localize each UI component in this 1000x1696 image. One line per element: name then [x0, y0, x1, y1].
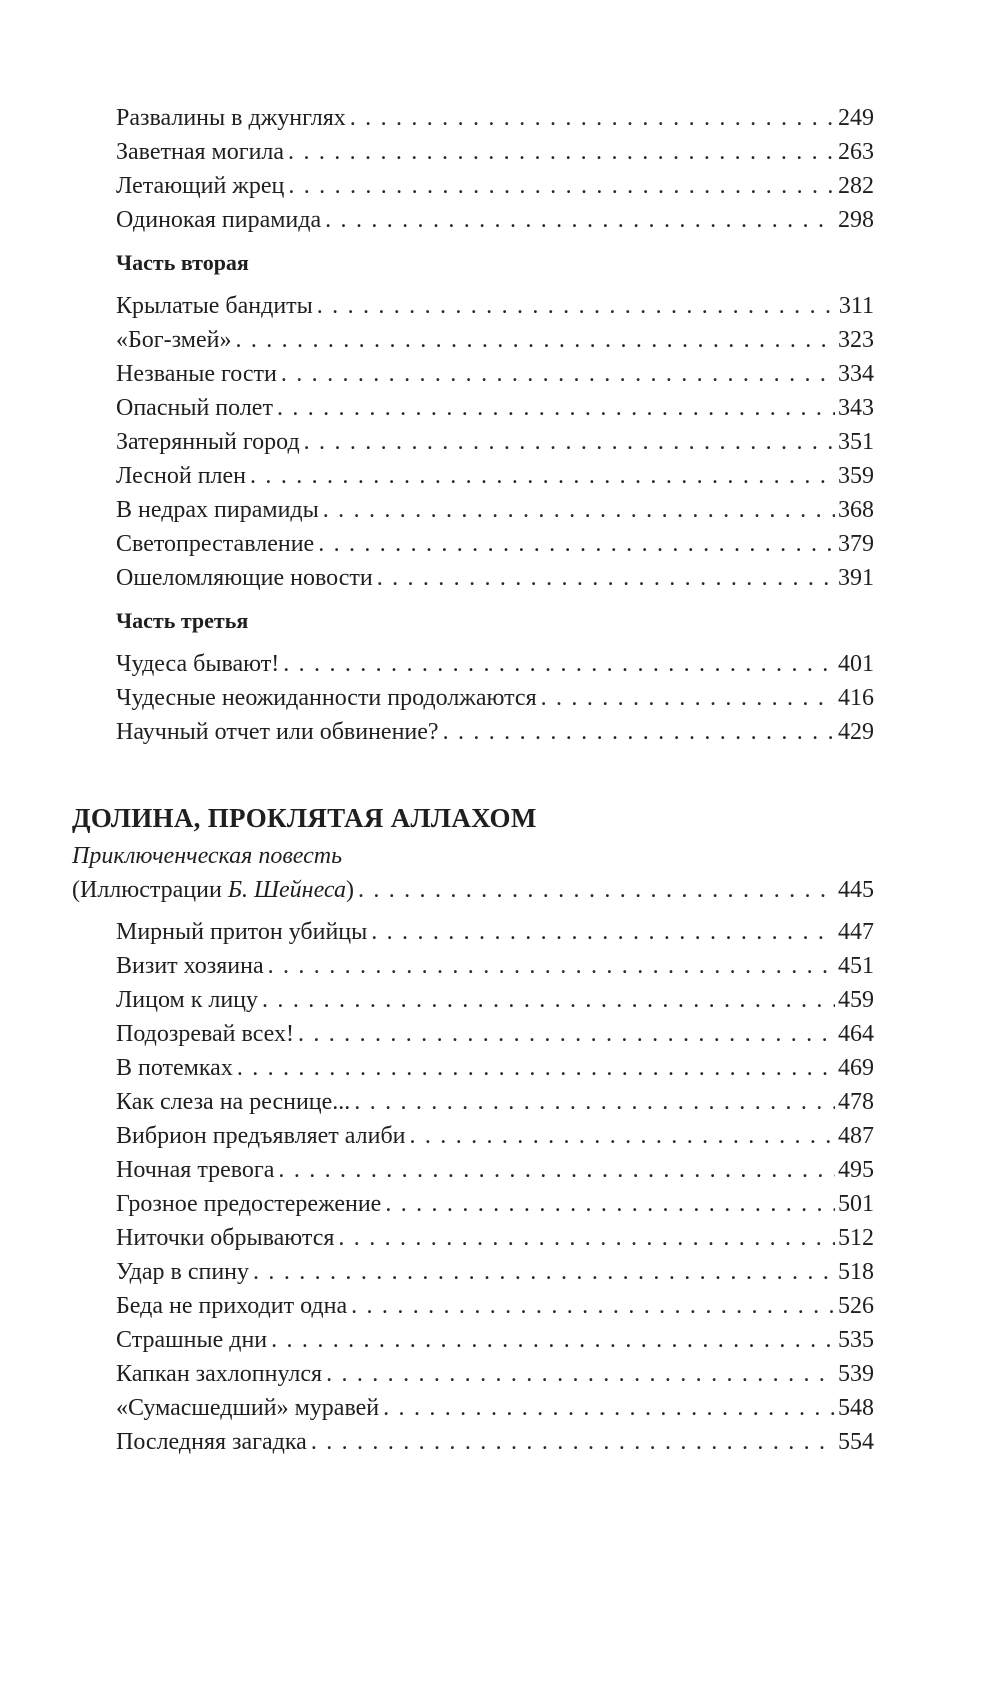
dot-leader: [311, 1424, 835, 1460]
page-number: 554: [838, 1429, 874, 1455]
toc-entry: [116, 202, 874, 238]
dot-leader: [326, 1356, 835, 1392]
dot-leader: [288, 134, 835, 170]
page-number: 539: [838, 1361, 874, 1387]
chapter-title: Затерянный город: [116, 429, 300, 455]
dot-leader: [278, 1152, 835, 1188]
page-number: 487: [838, 1123, 874, 1149]
toc-entry: [116, 356, 874, 392]
chapter-title: Страшные дни: [116, 1327, 268, 1353]
page-number: 311: [838, 293, 874, 319]
chapter-title: Ошеломляющие новости: [116, 565, 373, 591]
toc-entry: [116, 168, 874, 204]
dot-leader: [304, 424, 835, 460]
toc-entry: [116, 288, 874, 324]
dot-leader: [298, 1016, 835, 1052]
dot-leader: [358, 872, 835, 908]
page-number: 478: [838, 1089, 874, 1115]
chapter-title: Чудеса бывают!: [116, 651, 280, 677]
part-heading: Часть третья: [116, 608, 249, 633]
toc-entry: [116, 982, 874, 1018]
toc-entry: [116, 1390, 874, 1426]
illustrator-name: Б. Шейнеса: [227, 877, 346, 903]
page-number: 501: [838, 1191, 874, 1217]
chapter-title: Грозное предостережение: [116, 1191, 382, 1217]
dot-leader: [354, 1084, 835, 1120]
illustrations-credit: [72, 872, 354, 908]
dot-leader: [385, 1186, 835, 1222]
dot-leader: [338, 1220, 835, 1256]
page-number: 459: [838, 987, 874, 1013]
toc-entry: [116, 526, 874, 562]
dot-leader: [277, 390, 835, 426]
page-number: 451: [838, 953, 874, 979]
page-number: 512: [838, 1225, 874, 1251]
dot-leader: [283, 646, 835, 682]
chapter-title: Одинокая пирамида: [116, 207, 322, 233]
dot-leader: [317, 288, 836, 324]
dot-leader: [262, 982, 835, 1018]
page-number: 535: [838, 1327, 874, 1353]
toc-entry: [116, 646, 874, 682]
toc-entry: [116, 134, 874, 170]
page-number: 495: [838, 1157, 874, 1183]
dot-leader: [325, 202, 835, 238]
dot-leader: [371, 914, 835, 950]
part-heading: Часть вторая: [116, 250, 249, 275]
toc-entry: [116, 458, 874, 494]
dot-leader: [318, 526, 835, 562]
toc-entry: [116, 1288, 874, 1324]
toc-entry: [116, 560, 874, 596]
page-number: 368: [838, 497, 874, 523]
dot-leader: [410, 1118, 836, 1154]
toc-entry: [116, 914, 874, 950]
dot-leader: [351, 1288, 835, 1324]
toc-entry: [116, 1118, 874, 1154]
illustrations-prefix: (Иллюстрации: [72, 877, 228, 903]
toc-entry: [116, 1050, 874, 1086]
page-number: 447: [838, 919, 874, 945]
dot-leader: [350, 100, 835, 136]
chapter-title: В потемках: [116, 1055, 233, 1081]
chapter-title: Как слеза на реснице...: [116, 1089, 351, 1115]
page-number: 249: [838, 105, 874, 131]
chapter-title: Вибрион предъявляет алиби: [116, 1123, 406, 1149]
toc-entry: [116, 492, 874, 528]
toc-entry: [116, 322, 874, 358]
page-number: 343: [838, 395, 874, 421]
page-number: 401: [838, 651, 874, 677]
page-number: 379: [838, 531, 874, 557]
chapter-title: «Бог-змей»: [116, 327, 232, 353]
dot-leader: [268, 948, 835, 984]
illustrations-suffix: ): [345, 877, 354, 903]
toc-entry: [116, 1084, 874, 1120]
chapter-title: Капкан захлопнулся: [116, 1361, 323, 1387]
chapter-title: «Сумасшедший» муравей: [116, 1395, 380, 1421]
dot-leader: [541, 680, 835, 716]
page-number: 429: [838, 719, 874, 745]
page-number: 298: [838, 207, 874, 233]
page-number: 526: [838, 1293, 874, 1319]
toc-entry: [116, 1152, 874, 1188]
chapter-title: Подозревай всех!: [116, 1021, 294, 1047]
work-subtitle: Приключенческая повесть: [72, 843, 342, 869]
page-number: 263: [838, 139, 874, 165]
dot-leader: [288, 168, 835, 204]
toc-entry: [116, 1254, 874, 1290]
page-number: 464: [838, 1021, 874, 1047]
dot-leader: [281, 356, 835, 392]
toc-entry: [116, 948, 874, 984]
dot-leader: [253, 1254, 835, 1290]
dot-leader: [235, 322, 835, 358]
chapter-title: Лицом к лицу: [116, 987, 259, 1013]
chapter-title: Визит хозяина: [116, 953, 264, 979]
page-number: 323: [838, 327, 874, 353]
page-number: 351: [838, 429, 874, 455]
toc-entry: [116, 390, 874, 426]
toc-entry: [116, 1186, 874, 1222]
chapter-title: Светопреставление: [116, 531, 315, 557]
toc-entry: [116, 1220, 874, 1256]
work-title: ДОЛИНА, ПРОКЛЯТАЯ АЛЛАХОМ: [72, 803, 537, 833]
toc-entry: [116, 100, 874, 136]
dot-leader: [237, 1050, 835, 1086]
chapter-title: Развалины в джунглях: [116, 105, 346, 131]
page-number: 416: [838, 685, 874, 711]
chapter-title: Незваные гости: [116, 361, 277, 387]
page-number: 548: [838, 1395, 874, 1421]
toc-entry: [116, 424, 874, 460]
chapter-title: Чудесные неожиданности продолжаются: [116, 685, 537, 711]
chapter-title: Ночная тревога: [116, 1157, 275, 1183]
dot-leader: [377, 560, 835, 596]
dot-leader: [271, 1322, 835, 1358]
page-number: 518: [838, 1259, 874, 1285]
toc-entry: [116, 1424, 874, 1460]
toc-entry: [116, 680, 874, 716]
page-number: 334: [838, 361, 874, 387]
chapter-title: Крылатые бандиты: [116, 293, 313, 319]
chapter-title: Удар в спину: [116, 1259, 250, 1285]
toc-entry: [116, 1356, 874, 1392]
toc-entry: [116, 714, 874, 750]
chapter-title: Последняя загадка: [116, 1429, 307, 1455]
chapter-title: Ниточки обрываются: [116, 1225, 335, 1251]
page-number: 391: [838, 565, 874, 591]
page-number: 469: [838, 1055, 874, 1081]
chapter-title: Опасный полет: [116, 395, 273, 421]
chapter-title: Научный отчет или обвинение?: [116, 719, 439, 745]
chapter-title: Заветная могила: [116, 139, 285, 165]
chapter-title: Лесной плен: [116, 463, 247, 489]
page-number: 445: [838, 877, 874, 903]
dot-leader: [383, 1390, 835, 1426]
page-number: 359: [838, 463, 874, 489]
page-number: 282: [838, 173, 874, 199]
chapter-title: В недрах пирамиды: [116, 497, 319, 523]
dot-leader: [250, 458, 835, 494]
dot-leader: [323, 492, 835, 528]
dot-leader: [443, 714, 835, 750]
illustrations-entry: [72, 872, 874, 908]
chapter-title: Беда не приходит одна: [116, 1293, 348, 1319]
toc-entry: [116, 1322, 874, 1358]
chapter-title: Летающий жрец: [116, 173, 285, 199]
chapter-title: Мирный притон убийцы: [116, 919, 368, 945]
toc-entry: [116, 1016, 874, 1052]
